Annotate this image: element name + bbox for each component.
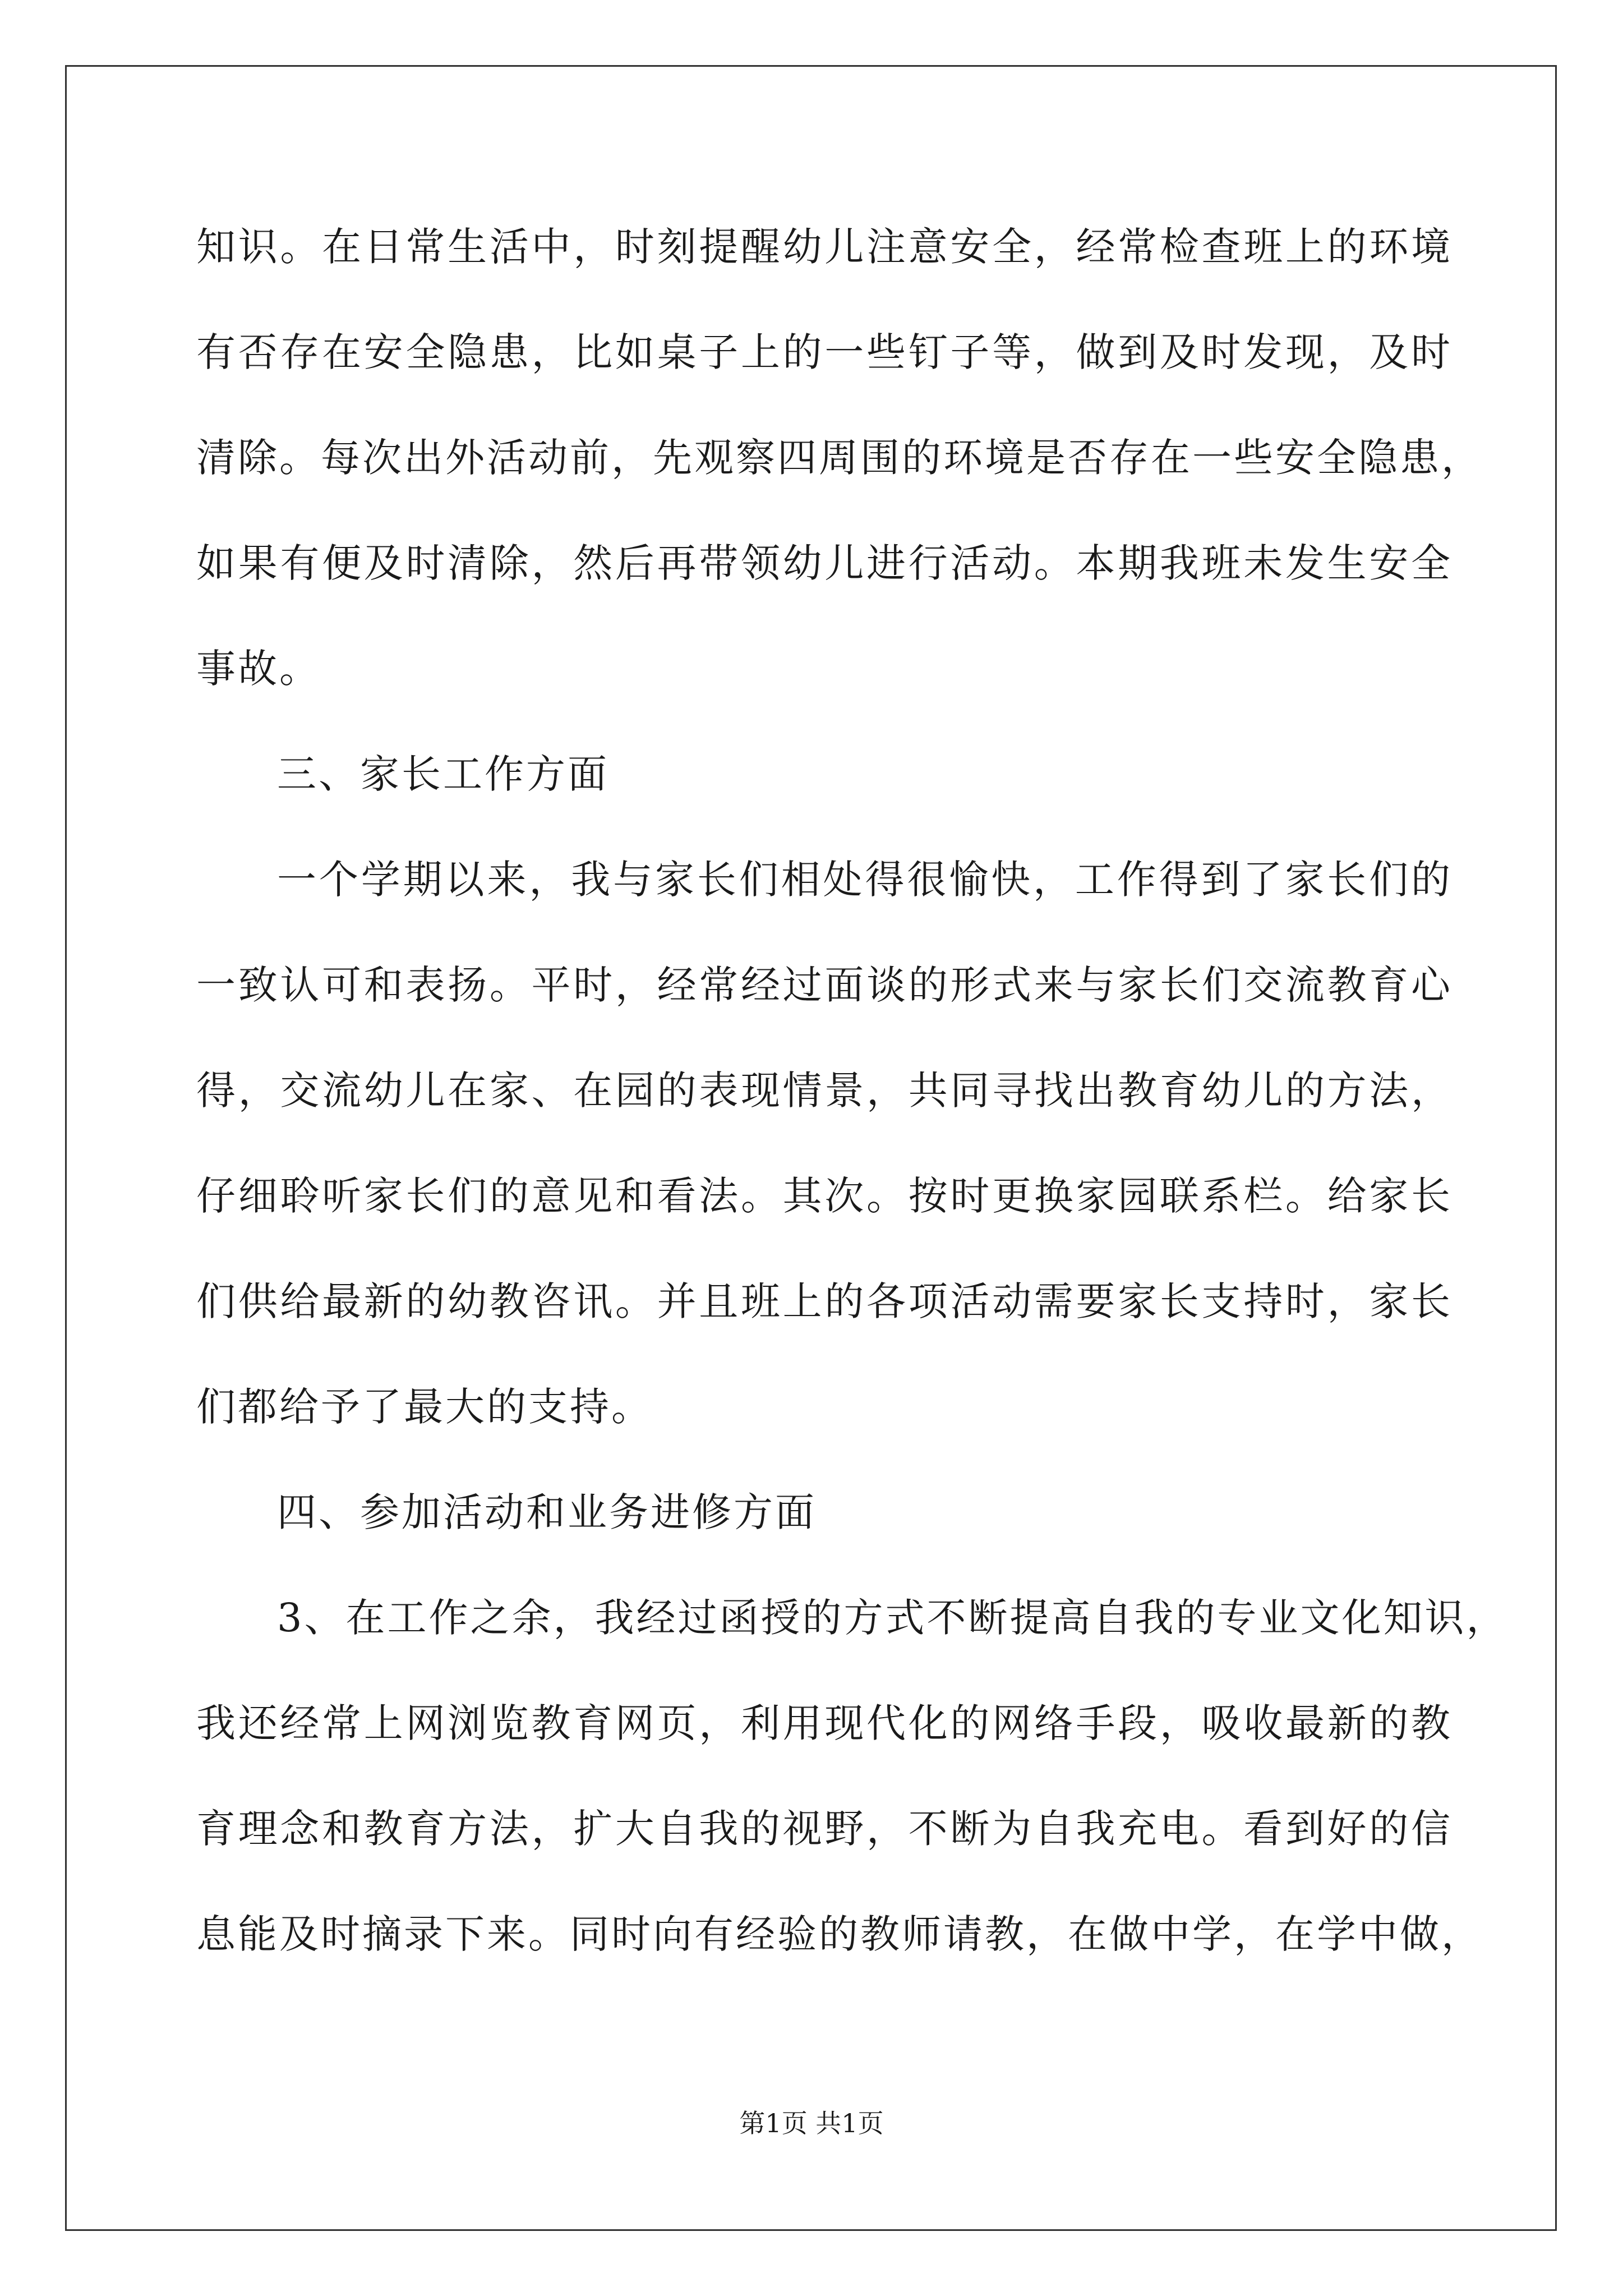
body-line: 知识。在日常生活中，时刻提醒幼儿注意安全，经常检查班上的环境 — [196, 224, 1453, 270]
section-heading: 三、家长工作方面 — [277, 751, 609, 797]
body-line: 一个学期以来，我与家长们相处得很愉快，工作得到了家长们的 — [277, 857, 1453, 903]
body-line: 仔细聆听家长们的意见和看法。其次。按时更换家园联系栏。给家长 — [196, 1173, 1453, 1219]
document-body — [196, 219, 1508, 2012]
body-line: 3、在工作之余，我经过函授的方式不断提高自我的专业文化知识， — [277, 1595, 1508, 1641]
body-line: 育理念和教育方法，扩大自我的视野，不断为自我充电。看到好的信 — [196, 1806, 1453, 1852]
section-heading: 四、参加活动和业务进修方面 — [277, 1489, 817, 1535]
body-line: 息能及时摘录下来。同时向有经验的教师请教，在做中学，在学中做， — [196, 1911, 1483, 1957]
body-line: 我还经常上网浏览教育网页，利用现代化的网络手段，吸收最新的教 — [196, 1700, 1453, 1746]
body-line: 事故。 — [196, 646, 321, 692]
body-line: 们供给最新的幼教咨讯。并且班上的各项活动需要家长支持时，家长 — [196, 1278, 1453, 1324]
body-line: 有否存在安全隐患，比如桌子上的一些钉子等，做到及时发现，及时 — [196, 329, 1453, 375]
body-line: 得，交流幼儿在家、在园的表现情景，共同寻找出教育幼儿的方法， — [196, 1068, 1453, 1114]
body-line: 清除。每次出外活动前，先观察四周围的环境是否存在一些安全隐患， — [196, 435, 1483, 481]
body-line: 们都给予了最大的支持。 — [196, 1384, 653, 1430]
page-footer: 第1页 共1页 — [739, 2108, 884, 2138]
body-line: 如果有便及时清除，然后再带领幼儿进行活动。本期我班未发生安全 — [196, 540, 1453, 586]
body-line: 一致认可和表扬。平时，经常经过面谈的形式来与家长们交流教育心 — [196, 962, 1453, 1008]
